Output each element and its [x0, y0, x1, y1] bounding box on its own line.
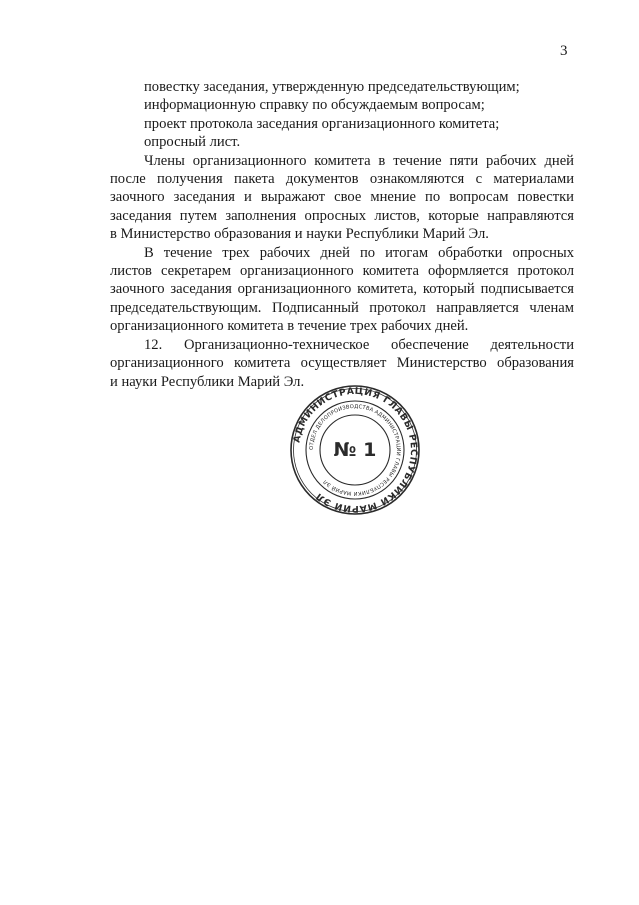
paragraph-line: заседания путем заполнения опросных листов, которые направляются	[110, 207, 574, 224]
stamp-seal-icon	[288, 383, 422, 517]
paragraph-line: 12. Организационно-техническое обеспечение деятельности	[144, 336, 574, 353]
stamp-outer-text: АДМИНИСТРАЦИЯ ГЛАВЫ РЕСПУБЛИКИ МАРИЙ ЭЛ	[291, 385, 420, 515]
paragraph-line: В течение трех рабочих дней по итогам обработки опросных	[144, 244, 574, 261]
paragraph-line: листов секретарем организационного комитета оформляется протокол	[110, 263, 574, 280]
paragraph-line: Члены организационного комитета в течение пяти рабочих дней	[144, 152, 574, 169]
list-item: опросный лист.	[144, 134, 241, 151]
office-stamp	[288, 383, 422, 517]
paragraph-line: организационного комитета осуществляет Министерство образования	[110, 355, 574, 372]
paragraph-line: заочного заседания и выражают свое мнение по вопросам повестки	[110, 189, 574, 206]
paragraph-line: председательствующим. Подписанный протокол направляется членам	[110, 299, 574, 316]
paragraph-line: в Министерство образования и науки Республики Марий Эл.	[110, 226, 489, 243]
paragraph-protocol-processing	[110, 244, 574, 336]
paragraph-line: после получения пакета документов ознакомляются с материалами	[110, 171, 574, 188]
list-item: повестку заседания, утвержденную председательствующим;	[144, 79, 520, 95]
document-body	[110, 78, 574, 391]
paragraph-line: организационного комитета в течение трех рабочих дней.	[110, 318, 469, 335]
stamp-center-number: № 1	[333, 439, 377, 461]
list-item: информационную справку по обсуждаемым вопросам;	[144, 97, 485, 114]
page-number: 3	[560, 43, 568, 59]
list-item: проект протокола заседания организационного комитета;	[144, 115, 500, 132]
paragraph-line: и науки Республики Марий Эл.	[110, 373, 305, 390]
stamp-inner-text: ОТДЕЛ ДЕЛОПРОИЗВОДСТВА АДМИНИСТРАЦИИ ГЛАВЫ РЕСПУБЛИКИ МАРИЙ ЭЛ	[308, 403, 402, 497]
paragraph-organizing-committee-members	[110, 152, 574, 244]
paragraph-line: заочного заседания организационного комитета, который подписывается	[110, 281, 574, 298]
